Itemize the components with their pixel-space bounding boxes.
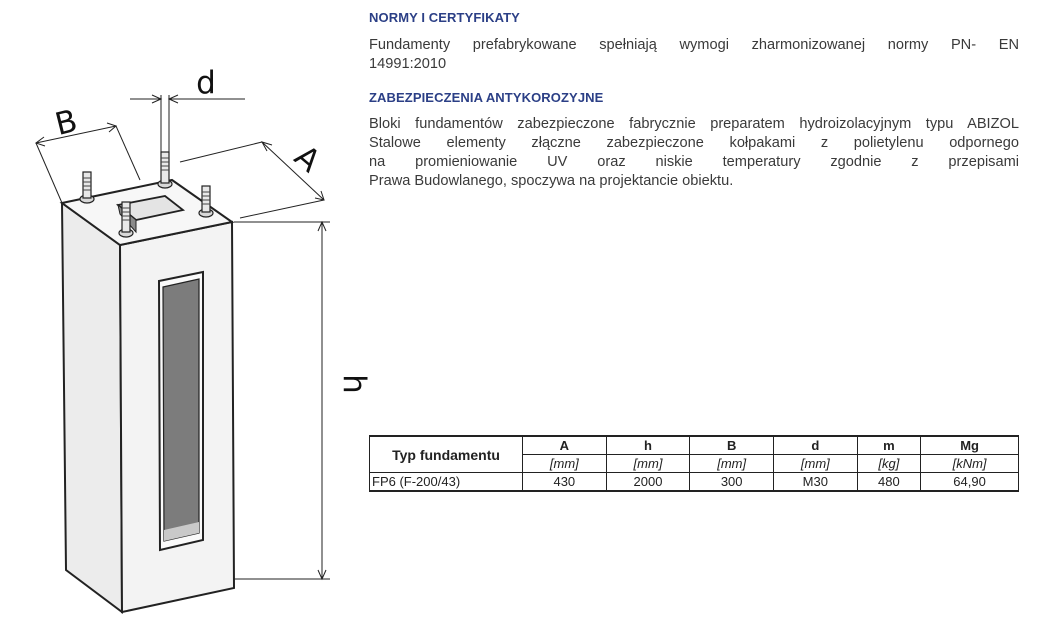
header-b: B bbox=[690, 436, 774, 455]
block-left-face bbox=[62, 203, 122, 612]
cell-m: 480 bbox=[857, 473, 921, 492]
table-header-row bbox=[370, 436, 1019, 455]
heading-anticorrosion: ZABEZPIECZENIA ANTYKOROZYJNE bbox=[369, 90, 604, 105]
label-d: d bbox=[196, 65, 216, 101]
anticorrosion-line: Prawa Budowlanego, spoczywa na projektancie obiektu. bbox=[369, 173, 734, 189]
table-row bbox=[370, 473, 1019, 492]
unit-h: [mm] bbox=[606, 455, 690, 473]
norms-line: 14991:2010 bbox=[369, 56, 447, 72]
header-type: Typ fundamentu bbox=[370, 436, 523, 473]
side-slot bbox=[163, 279, 199, 541]
cell-mg: 64,90 bbox=[921, 473, 1019, 492]
unit-m: [kg] bbox=[857, 455, 921, 473]
cell-h: 2000 bbox=[606, 473, 690, 492]
cell-a: 430 bbox=[523, 473, 607, 492]
cell-d: M30 bbox=[774, 473, 858, 492]
anticorrosion-line: Stalowe elementy złączne zabezpieczone kołpakami z polietylenu odpornego bbox=[369, 135, 1019, 151]
header-m: m bbox=[857, 436, 921, 455]
anticorrosion-line: na promieniowanie UV oraz niskie temperatury zgodnie z przepisami bbox=[369, 154, 1019, 170]
header-a: A bbox=[523, 436, 607, 455]
dimension-h bbox=[234, 222, 330, 579]
anchor-bolt bbox=[80, 172, 94, 203]
cell-b: 300 bbox=[690, 473, 774, 492]
header-h: h bbox=[606, 436, 690, 455]
unit-d: [mm] bbox=[774, 455, 858, 473]
norms-line: Fundamenty prefabrykowane spełniają wymogi zharmonizowanej normy PN- EN bbox=[369, 37, 1019, 53]
header-mg: Mg bbox=[921, 436, 1019, 455]
dimension-d bbox=[130, 95, 245, 152]
foundation-drawing bbox=[0, 0, 372, 633]
unit-b: [mm] bbox=[690, 455, 774, 473]
anticorrosion-line: Bloki fundamentów zabezpieczone fabrycznie preparatem hydroizolacyjnym typu ABIZOL bbox=[369, 116, 1019, 132]
norms-paragraph bbox=[369, 36, 1019, 74]
foundation-diagram-svg bbox=[0, 0, 372, 633]
specification-table bbox=[369, 435, 1019, 492]
header-d: d bbox=[774, 436, 858, 455]
label-a: A bbox=[287, 138, 327, 180]
anchor-bolt bbox=[158, 152, 172, 188]
cell-type: FP6 (F-200/43) bbox=[370, 473, 523, 492]
heading-norms: NORMY I CERTYFIKATY bbox=[369, 10, 520, 25]
unit-a: [mm] bbox=[523, 455, 607, 473]
label-b: B bbox=[51, 102, 81, 144]
unit-mg: [kNm] bbox=[921, 455, 1019, 473]
anticorrosion-paragraph bbox=[369, 115, 1019, 191]
label-h: h bbox=[336, 374, 372, 394]
